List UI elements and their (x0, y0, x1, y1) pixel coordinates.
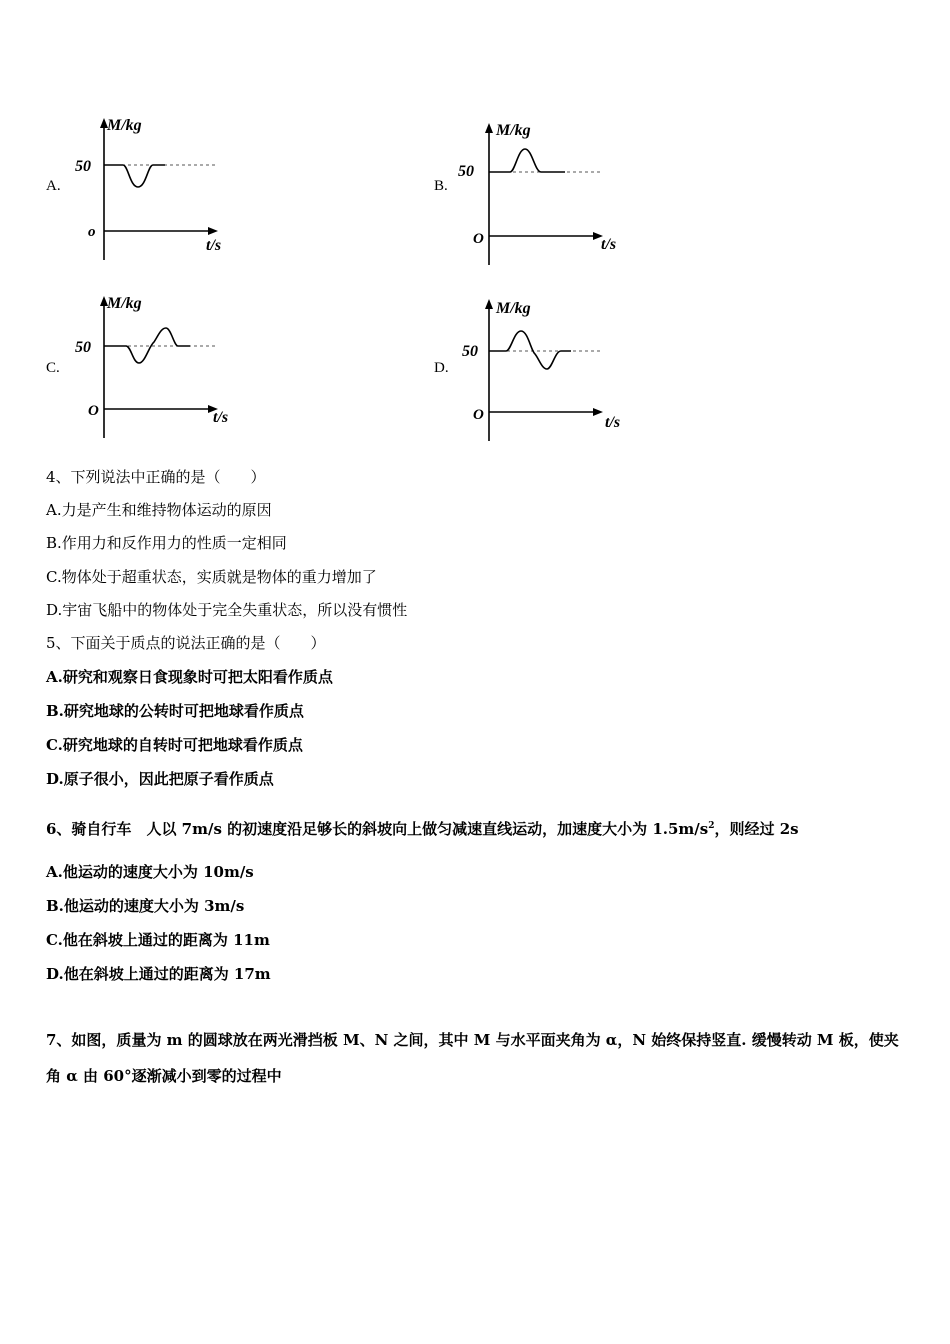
graph-d-letter: D. (434, 360, 449, 376)
mass-curve (489, 331, 571, 369)
q5-option-d: D.原子很小，因此把原子看作质点 (46, 770, 274, 788)
graph-b-letter: B. (434, 178, 448, 194)
y-axis-label: M/kg (107, 295, 142, 312)
q6-stem-main: 6、骑自行车 人以 7m/s 的初速度沿足够长的斜坡向上做匀减速直线运动，加速度大小为 1.5m/s (46, 820, 709, 838)
graph-a-svg (70, 110, 240, 270)
x-axis-label: t/s (601, 236, 617, 253)
y-axis-arrow (485, 123, 493, 133)
x-axis-arrow (208, 227, 218, 235)
q6-stem (46, 816, 799, 839)
q4-option-b: B.作用力和反作用力的性质一定相同 (46, 534, 287, 552)
q5-stem: 5、下面关于质点的说法正确的是（ ） (46, 634, 326, 652)
y-axis-label: M/kg (496, 122, 531, 139)
origin-label: O (473, 407, 484, 423)
q4-option-a: A.力是产生和维持物体运动的原因 (46, 501, 272, 519)
mark-label: 50 (462, 343, 478, 360)
y-axis-label: M/kg (107, 117, 142, 134)
mass-curve (489, 149, 565, 172)
origin-label: O (88, 403, 99, 419)
y-axis-arrow (485, 299, 493, 309)
mass-curve (104, 165, 165, 187)
graph-b (455, 115, 635, 279)
graph-c-letter: C. (46, 360, 60, 376)
q5-option-b: B.研究地球的公转时可把地球看作质点 (46, 702, 304, 720)
q4-stem: 4、下列说法中正确的是（ ） (46, 468, 266, 486)
x-axis-label: t/s (605, 414, 621, 431)
q6-stem-superscript: 2 (708, 821, 715, 831)
mark-label: 50 (458, 163, 474, 180)
q6-option-b: B.他运动的速度大小为 3m/s (46, 897, 245, 915)
graph-d (455, 291, 635, 455)
q5-option-a: A.研究和观察日食现象时可把太阳看作质点 (46, 668, 333, 686)
y-axis-label: M/kg (496, 300, 531, 317)
graph-c (70, 288, 240, 452)
graph-a (70, 110, 240, 274)
q7-stem: 7、如图，质量为 m 的圆球放在两光滑挡板 M、N 之间，其中 M 与水平面夹角为 α，N 始终保持竖直. 缓慢转动 M 板，使夹角 α 由 60°逐渐减小到零的过程中 (46, 1031, 899, 1085)
q5-option-c: C.研究地球的自转时可把地球看作质点 (46, 736, 303, 754)
x-axis-label: t/s (206, 237, 222, 254)
x-axis-arrow (593, 408, 603, 416)
graph-b-svg (455, 115, 635, 275)
q6-option-a: A.他运动的速度大小为 10m/s (46, 863, 254, 881)
mark-label: 50 (75, 158, 91, 175)
origin-label: O (473, 231, 484, 247)
x-axis-label: t/s (213, 409, 229, 426)
q6-option-c: C.他在斜坡上通过的距离为 11m (46, 931, 270, 949)
q4-option-c: C.物体处于超重状态，实质就是物体的重力增加了 (46, 568, 377, 586)
q6-stem-tail: ，则经过 2s (714, 820, 799, 838)
graph-c-svg (70, 288, 240, 448)
mark-label: 50 (75, 339, 91, 356)
q6-option-d: D.他在斜坡上通过的距离为 17m (46, 965, 271, 983)
graph-d-svg (455, 291, 635, 451)
graph-a-letter: A. (46, 178, 61, 194)
q4-option-d: D.宇宙飞船中的物体处于完全失重状态，所以没有惯性 (46, 601, 408, 619)
origin-label: o (88, 224, 96, 240)
